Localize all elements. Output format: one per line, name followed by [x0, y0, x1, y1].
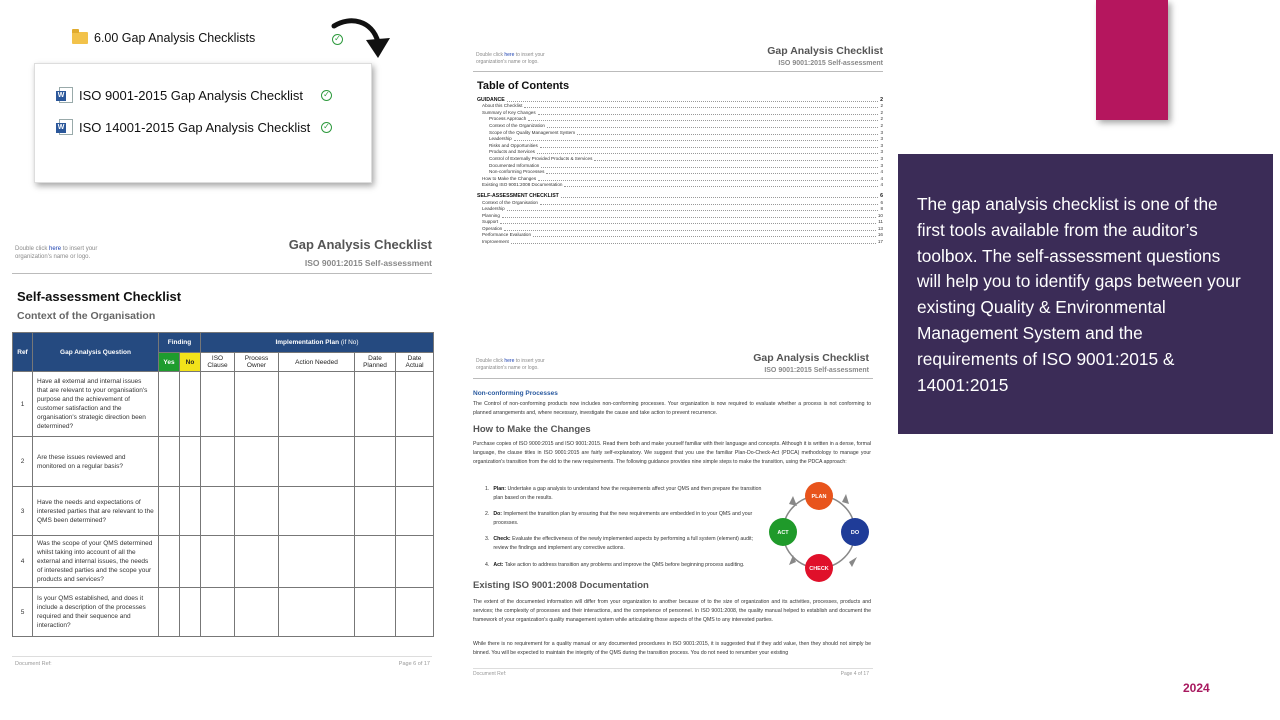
header-yes: Yes: [159, 353, 180, 372]
toc-entry[interactable]: [477, 96, 883, 103]
list-item: 3. Check: Evaluate the effectiveness of the newly implemented aspects by performing a full system (element) audit; review the findings and implement any corrective actions.: [485, 536, 754, 551]
cell-action[interactable]: [279, 588, 355, 637]
pdca-act-label: ACT: [777, 530, 789, 536]
cell-actual[interactable]: [396, 487, 434, 536]
table-row: [13, 536, 434, 588]
toc-entry-page: 16: [877, 232, 883, 238]
toc-leader: [538, 114, 879, 115]
cycle-arrow: [842, 494, 849, 504]
toc-entry-text: Existing ISO 9001:2008 Documentation: [482, 182, 563, 188]
toc-leader: [540, 204, 879, 205]
toc-entry[interactable]: [477, 219, 883, 226]
cell-planned[interactable]: [355, 487, 396, 536]
cell-yes[interactable]: [159, 487, 180, 536]
toc-entry-text: Improvement: [482, 239, 509, 245]
toc-entry-text: Planning: [482, 212, 500, 218]
toc-entry-page: 6: [880, 199, 883, 205]
cell-yes[interactable]: [159, 372, 180, 437]
toc-leader: [546, 173, 878, 174]
logo-hint: Double click here to insert your organization's name or logo.: [476, 52, 545, 65]
header-plan: Implementation Plan (if No): [201, 333, 434, 353]
toc-entry-text: Operation: [482, 225, 503, 231]
toc-entry-page: 3: [880, 162, 883, 168]
toc-list: [477, 96, 883, 245]
toc-entry[interactable]: [477, 122, 883, 129]
toc-entry-page: 8: [880, 206, 883, 212]
toc-entry[interactable]: [477, 109, 883, 116]
doc-subtitle: ISO 9001:2015 Self-assessment: [778, 60, 883, 67]
logo-hint: Double click here to insert your organization's name or logo.: [476, 358, 545, 371]
toc-entry-page: 13: [877, 225, 883, 231]
toc-entry-text: Risks and Opportunities: [489, 142, 538, 148]
toc-entry[interactable]: [477, 103, 883, 110]
accent-block: [1096, 0, 1168, 120]
toc-entry-page: 3: [880, 142, 883, 148]
toc-leader: [514, 140, 879, 141]
toc-leader: [537, 153, 878, 154]
toc-leader: [507, 101, 878, 102]
header-finding: Finding: [159, 333, 201, 353]
cell-planned[interactable]: [355, 536, 396, 588]
doc-title: Gap Analysis Checklist: [288, 237, 432, 252]
cell-owner[interactable]: [235, 487, 279, 536]
toc-entry-page: 2: [880, 96, 883, 103]
toc-entry[interactable]: [477, 169, 883, 176]
table-row: [13, 372, 434, 437]
toc-entry[interactable]: [477, 155, 883, 162]
cell-action[interactable]: [279, 487, 355, 536]
sync-check-icon: ✓: [332, 34, 343, 45]
list-item: 2. Do: Implement the transition plan by ensuring that the new requirements are embedded in to your QMS and your processes.: [485, 511, 753, 526]
cell-owner[interactable]: [235, 437, 279, 487]
cell-action[interactable]: [279, 437, 355, 487]
toc-entry[interactable]: [477, 162, 883, 169]
row-question: Was the scope of your QMS determined whilst taking into account of all the external and internal issues, the needs of interested parties and the scope your products and services?: [33, 536, 159, 588]
toc-leader: [541, 167, 878, 168]
toc-entry-page: 4: [880, 182, 883, 188]
toc-leader: [524, 107, 878, 108]
file-name: ISO 9001-2015 Gap Analysis Checklist: [79, 87, 304, 103]
toc-leader: [533, 236, 876, 237]
toc-page: [473, 40, 883, 302]
toc-leader: [564, 186, 878, 187]
row-ref: 1: [13, 372, 33, 437]
cell-owner[interactable]: [235, 588, 279, 637]
toc-leader: [561, 197, 878, 198]
footer-rule: [12, 656, 432, 657]
header-action: Action Needed: [279, 353, 355, 372]
toc-entry-text: Context of the Organisation: [482, 199, 538, 205]
paragraph-how-to: Purchase copies of ISO 9000:2015 and ISO 9001:2015. Read them both and make yourself familiar with their language and concepts. Although it is written in a dense, formal language, the clause titles in ISO 9001:2015 are fairly self-explanatory. We suggest that you use the familiar Plan-Do-Check-Act (PDCA) methodology to manage your organization's transition from the old to the new requirements. The following guidance provides nine simple steps to make the transition, using the PDCA approach:: [473, 441, 871, 465]
curved-arrow-icon: [328, 18, 396, 62]
file-name: ISO 14001-2015 Gap Analysis Checklist: [79, 119, 311, 135]
table-row: [13, 588, 434, 637]
file-item[interactable]: [59, 119, 310, 135]
toc-entry-page: 4: [880, 169, 883, 175]
cycle-arrow: [789, 555, 796, 565]
toc-entry-text: Documented Information: [489, 162, 540, 168]
table-row: [13, 437, 434, 487]
heading-nonconforming: Non-conforming Processes: [473, 390, 558, 397]
cell-clause[interactable]: [201, 372, 235, 437]
toc-entry-text: Leadership: [489, 136, 512, 142]
header-actual: Date Actual: [396, 353, 434, 372]
toc-entry-text: Scope of the Quality Management System: [489, 129, 576, 135]
cell-no[interactable]: [180, 487, 201, 536]
toc-entry[interactable]: [477, 149, 883, 156]
cell-no[interactable]: [180, 588, 201, 637]
toc-entry-text: Process Approach: [489, 116, 527, 122]
footer-rule: [473, 668, 873, 669]
row-ref: 4: [13, 536, 33, 588]
cell-action[interactable]: [279, 372, 355, 437]
row-ref: 3: [13, 487, 33, 536]
toc-entry[interactable]: [477, 192, 883, 199]
toc-entry[interactable]: [477, 175, 883, 182]
row-question: Are these issues reviewed and monitored on a regular basis?: [33, 437, 159, 487]
row-question: Is your QMS established, and does it include a description of the processes required and their sequence and interaction?: [33, 588, 159, 637]
toc-entry-text: About this Checklist: [482, 103, 523, 109]
year-label: 2024: [1183, 681, 1210, 695]
row-ref: 2: [13, 437, 33, 487]
cell-actual[interactable]: [396, 372, 434, 437]
word-document-icon: [59, 87, 73, 103]
toc-entry[interactable]: [477, 238, 883, 245]
cell-actual[interactable]: [396, 536, 434, 588]
gap-analysis-table: [12, 332, 434, 637]
toc-entry-text: Support: [482, 219, 499, 225]
info-text: The gap analysis checklist is one of the first tools available from the auditor’s toolbox. The self-assessment questions will help you to identify gaps between your existing Quality & Environmental Management System and the requirements of ISO 9001:2015 & 14001:2015: [917, 194, 1241, 395]
row-question: Have the needs and expectations of interested parties that are relevant to the QMS been determined?: [33, 487, 159, 536]
checklist-title: Self-assessment Checklist: [17, 289, 182, 304]
toc-entry[interactable]: [477, 232, 883, 239]
toc-leader: [528, 120, 878, 121]
toc-entry[interactable]: [477, 199, 883, 206]
cell-action[interactable]: [279, 536, 355, 588]
toc-entry[interactable]: [477, 206, 883, 213]
header-rule: [473, 378, 873, 379]
toc-entry[interactable]: [477, 116, 883, 123]
toc-leader: [507, 210, 879, 211]
header-planned: Date Planned: [355, 353, 396, 372]
cell-planned[interactable]: [355, 588, 396, 637]
toc-entry-page: 3: [880, 136, 883, 142]
toc-entry-page: 6: [880, 192, 883, 199]
toc-entry-page: 2: [880, 116, 883, 122]
row-ref: 5: [13, 588, 33, 637]
header-rule: [473, 71, 883, 72]
doc-subtitle: ISO 9001:2015 Self-assessment: [764, 367, 869, 374]
folder-name: 6.00 Gap Analysis Checklists: [94, 31, 256, 45]
list-item: 1. Plan: Undertake a gap analysis to understand how the requirements affect your QMS and then prepare the transition plan based on the results.: [485, 486, 762, 501]
doc-title: Gap Analysis Checklist: [767, 45, 883, 57]
toc-leader: [577, 134, 878, 135]
header-ref: Ref: [13, 333, 33, 372]
toc-entry-page: 4: [880, 175, 883, 181]
doc-subtitle: ISO 9001:2015 Self-assessment: [304, 258, 432, 268]
cell-clause[interactable]: [201, 536, 235, 588]
cell-actual[interactable]: [396, 437, 434, 487]
toc-entry-text: GUIDANCE: [477, 96, 505, 103]
toc-entry[interactable]: [477, 225, 883, 232]
cell-yes[interactable]: [159, 588, 180, 637]
heading-existing: Existing ISO 9001:2008 Documentation: [473, 580, 649, 591]
footer-ref: Document Ref:: [15, 661, 52, 667]
pdca-cycle-diagram: [769, 477, 869, 587]
footer-ref: Document Ref:: [473, 671, 507, 677]
header-clause: ISO Clause: [201, 353, 235, 372]
folder-item[interactable]: [72, 31, 255, 45]
toc-leader: [500, 223, 876, 224]
toc-leader: [504, 230, 876, 231]
paragraph-existing-2: While there is no requirement for a quality manual or any documented procedures in ISO 9001:2015, it is suggested that if they add value, then they should not simply be binned. You will be expected to maintain the integrity of the QMS during the transition process. You do not need to renumber your existing: [473, 641, 871, 656]
toc-leader: [594, 160, 878, 161]
cell-planned[interactable]: [355, 372, 396, 437]
toc-entry-page: 2: [880, 109, 883, 115]
cell-clause[interactable]: [201, 588, 235, 637]
guidance-page: [473, 350, 873, 680]
toc-entry-page: 3: [880, 155, 883, 161]
header-owner: Process Owner: [235, 353, 279, 372]
cycle-arrow: [849, 557, 857, 567]
list-item: 4. Act: Take action to address transition any problems and improve the QMS before beginning process auditing.: [485, 561, 745, 568]
toc-entry[interactable]: [477, 182, 883, 189]
cell-yes[interactable]: [159, 437, 180, 487]
cell-actual[interactable]: [396, 588, 434, 637]
toc-entry-page: 2: [880, 122, 883, 128]
toc-entry-text: Products and Services: [489, 149, 535, 155]
cycle-arrow: [789, 496, 797, 506]
footer-page: Page 4 of 17: [840, 671, 869, 677]
row-question: Have all external and internal issues that are relevant to your organisation's purpose and the achievement of customer satisfaction and the organisation's strategic direction been determined?: [33, 372, 159, 437]
toc-entry[interactable]: [477, 129, 883, 136]
cell-planned[interactable]: [355, 437, 396, 487]
toc-leader: [511, 243, 876, 244]
toc-entry-text: Control of Externally Provided Products & Services: [489, 155, 593, 161]
file-item[interactable]: [59, 87, 303, 103]
heading-how-to: How to Make the Changes: [473, 424, 591, 435]
toc-entry-text: Context of the Organization: [489, 122, 545, 128]
pdca-plan-label: PLAN: [811, 494, 827, 500]
toc-entry[interactable]: [477, 212, 883, 219]
cell-no[interactable]: [180, 536, 201, 588]
toc-entry[interactable]: [477, 136, 883, 143]
toc-entry-text: How to Make the Changes: [482, 175, 537, 181]
header-no: No: [180, 353, 201, 372]
cell-clause[interactable]: [201, 487, 235, 536]
toc-entry[interactable]: [477, 142, 883, 149]
toc-leader: [502, 217, 876, 218]
footer-page: Page 6 of 17: [398, 661, 430, 667]
cell-yes[interactable]: [159, 536, 180, 588]
toc-entry-page: 3: [880, 129, 883, 135]
toc-entry-page: 2: [880, 103, 883, 109]
pdca-check-label: CHECK: [809, 566, 829, 572]
toc-entry-page: 3: [880, 149, 883, 155]
cell-no[interactable]: [180, 437, 201, 487]
paragraph-existing-1: The extent of the documented information will differ from your organization to another because of to the size of organization and its activities, processes, products and services; the complexity of processes and their interactions, and the competence of personnel. In ISO 9001:2008, the quality manual helped to establish and document the framework of your organization's quality management system while articulating those aspects of the QMS to any interested parties.: [473, 599, 871, 623]
toc-entry-text: Non-conforming Processes: [489, 169, 545, 175]
file-list-panel: [34, 63, 372, 183]
toc-entry-page: 11: [878, 219, 883, 225]
folder-icon: [72, 32, 88, 44]
toc-entry-text: Performance Evaluation: [482, 232, 532, 238]
word-document-icon: [59, 119, 73, 135]
toc-leader: [540, 147, 879, 148]
pdca-do-label: DO: [850, 530, 860, 536]
header-rule: [12, 273, 432, 274]
cell-clause[interactable]: [201, 437, 235, 487]
checklist-page: [12, 236, 432, 670]
logo-hint: Double click here to insert your organization's name or logo.: [15, 246, 98, 260]
toc-entry-text: Summary of Key Changes: [482, 109, 536, 115]
toc-entry-text: SELF-ASSESSMENT CHECKLIST: [477, 192, 559, 199]
sync-check-icon: ✓: [321, 90, 332, 101]
toc-title: Table of Contents: [477, 80, 570, 92]
cell-owner[interactable]: [235, 372, 279, 437]
sync-check-icon: ✓: [321, 122, 332, 133]
header-question: Gap Analysis Question: [33, 333, 159, 372]
toc-leader: [547, 127, 879, 128]
section-title: Context of the Organisation: [17, 310, 156, 322]
toc-leader: [538, 180, 878, 181]
toc-entry-page: 10: [877, 212, 883, 218]
cell-owner[interactable]: [235, 536, 279, 588]
cell-no[interactable]: [180, 372, 201, 437]
table-row: [13, 487, 434, 536]
toc-entry-text: Leadership: [482, 206, 505, 212]
toc-entry-page: 17: [877, 239, 883, 245]
info-panel: [898, 154, 1273, 434]
doc-title: Gap Analysis Checklist: [753, 352, 869, 364]
pdca-steps: [485, 485, 767, 577]
paragraph-nonconforming: The Control of non-conforming products now includes non-conforming processes. Your organization is now required to evaluate whether a process is not conforming to planned arrangements and, where necessary, investigate the cause and take action to prevent recurrence.: [473, 401, 871, 416]
